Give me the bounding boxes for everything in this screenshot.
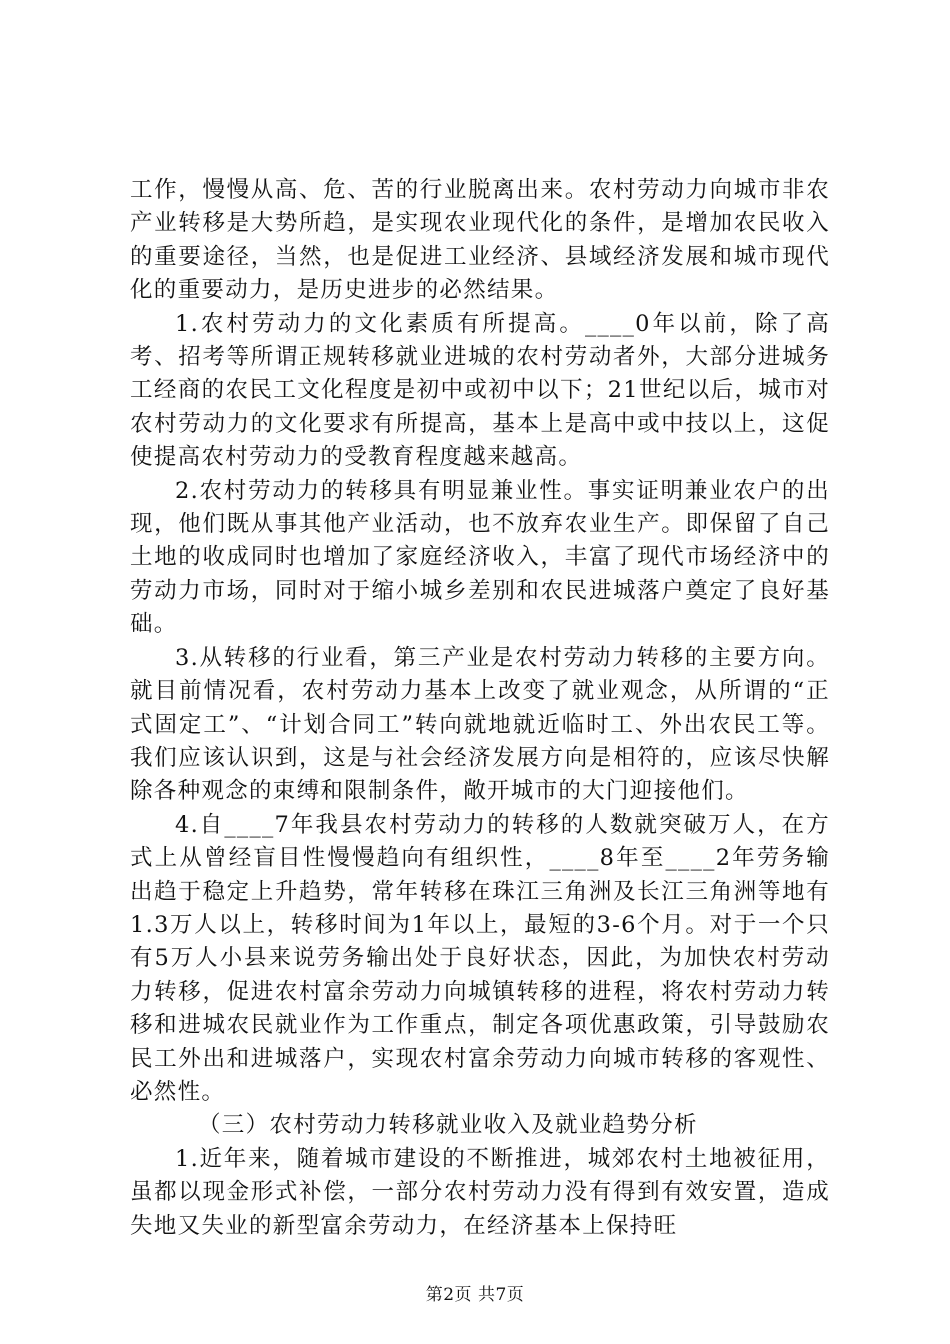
- paragraph-point-2: 2.农村劳动力的转移具有明显兼业性。事实证明兼业农户的出现，他们既从事其他产业活动，也不放弃农业生产。即保留了自己土地的收成同时也增加了家庭经济收入，丰富了现代市场经济中的劳动力市场，同时对于缩小城乡差别和农民进城落户奠定了良好基础。: [130, 477, 830, 638]
- paragraph-point-4: 4.自____7年我县农村劳动力的转移的人数就突破万人，在方式上从曾经盲目性慢慢趋向有组织性，____8年至____2年劳务输出趋于稳定上升趋势，常年转移在珠江三角洲及长江三角洲等地有1.3万人以上，转移时间为1年以上，最短的3-6个月。对于一个只有5万人小县来说劳务输出处于良好状态，因此，为加快农村劳动力转移，促进农村富余劳动力向城镇转移的进程，将农村劳动力转移和进城农民就业作为工作重点，制定各项优惠政策，引导鼓励农民工外出和进城落户，实现农村富余劳动力向城市转移的客观性、必然性。: [130, 811, 830, 1105]
- document-body: [130, 174, 830, 1243]
- paragraph-point-1: 1.农村劳动力的文化素质有所提高。____0年以前，除了高考、招考等所谓正规转移就业进城的农村劳动者外，大部分进城务工经商的农民工文化程度是初中或初中以下；21世纪以后，城市对农村劳动力的文化要求有所提高，基本上是高中或中技以上，这促使提高农村劳动力的受教育程度越来越高。: [130, 310, 830, 471]
- section-heading: （三）农村劳动力转移就业收入及就业趋势分析: [198, 1112, 698, 1139]
- paragraph-section3-point-1: 1.近年来，随着城市建设的不断推进，城郊农村土地被征用，虽都以现金形式补偿，一部分农村劳动力没有得到有效安置，造成失地又失业的新型富余劳动力，在经济基本上保持旺: [130, 1145, 830, 1239]
- paragraph-continuation: 工作，慢慢从高、危、苦的行业脱离出来。农村劳动力向城市非农产业转移是大势所趋，是实现农业现代化的条件，是增加农民收入的重要途径，当然，也是促进工业经济、县域经济发展和城市现代化的重要动力，是历史进步的必然结果。: [130, 177, 830, 304]
- page-number-footer: 第2页 共7页: [425, 1285, 525, 1305]
- paragraph-point-3: 3.从转移的行业看，第三产业是农村劳动力转移的主要方向。就目前情况看，农村劳动力基本上改变了就业观念，从所谓的“正式固定工”、“计划合同工”转向就地就近临时工、外出农民工等。我们应该认识到，这是与社会经济发展方向是相符的，应该尽快解除各种观念的束缚和限制条件，敞开城市的大门迎接他们。: [130, 644, 830, 805]
